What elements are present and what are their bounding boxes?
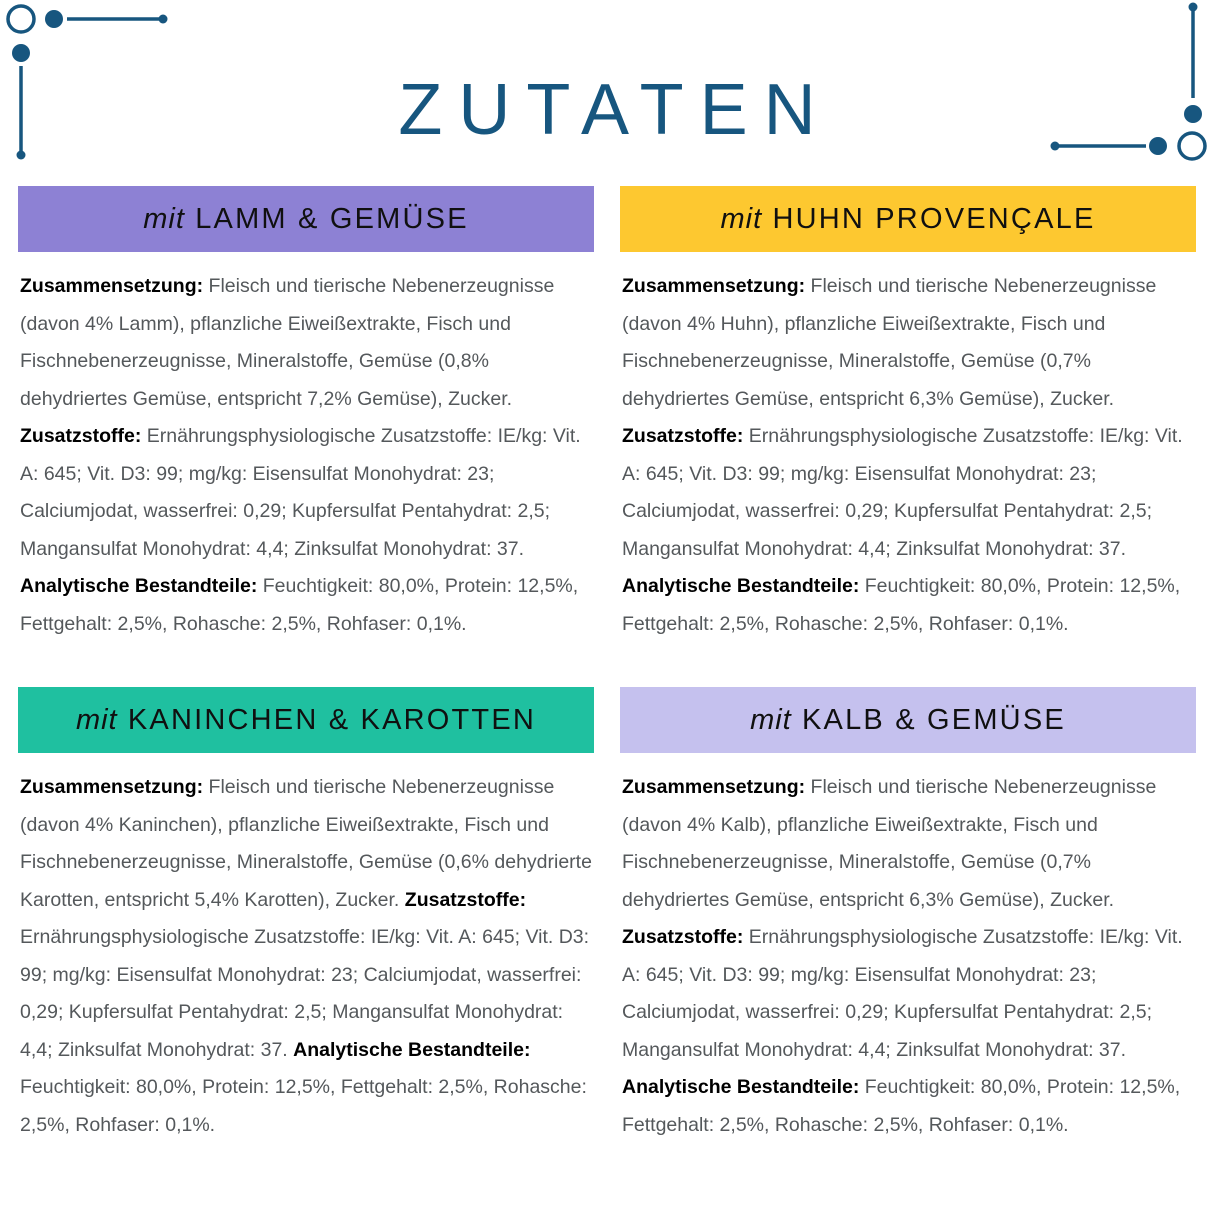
product-text-kalb-gemuese: [622, 769, 1196, 1144]
product-title-prefix: mit: [143, 202, 185, 235]
product-block-lamm-gemuese: [18, 186, 594, 643]
composition-label: Zusammensetzung:: [622, 275, 806, 297]
product-header-kaninchen-karotten: [18, 687, 594, 753]
product-block-kaninchen-karotten: [18, 687, 594, 1144]
product-title-name: KANINCHEN & KAROTTEN: [127, 703, 537, 736]
product-header-kalb-gemuese: [620, 687, 1196, 753]
composition-text: Fleisch und tierische Nebenerzeugnisse (davon 4% Kalb), pflanzliche Eiweißextrakte, Fisch und Fischnebenerzeugnisse, Mineralstoffe, Gemüse (0,7% dehydriertes Gemüse, entspricht 6,3% Gemüse), Zucker.: [622, 776, 1157, 911]
product-text-kaninchen-karotten: [20, 769, 594, 1144]
product-text-huhn-provencale: [622, 268, 1196, 643]
product-title-name: LAMM & GEMÜSE: [195, 202, 469, 235]
product-text-lamm-gemuese: [20, 268, 594, 643]
product-body-kaninchen-karotten: [18, 769, 594, 1144]
analytical-label: Analytische Bestandteile:: [622, 1076, 860, 1098]
product-body-kalb-gemuese: [620, 769, 1196, 1144]
product-block-kalb-gemuese: [620, 687, 1196, 1144]
additives-text: Ernährungsphysiologische Zusatzstoffe: IE/kg: Vit. A: 645; Vit. D3: 99; mg/kg: Eisensulfat Monohydrat: 23; Calciumjodat, wasserfrei: 0,29; Kupfersulfat Pentahydrat: 2,5; Mangansulfat Monohydrat: 4,4; Zinksulfat Monohydrat: 37.: [622, 425, 1183, 560]
product-title-prefix: mit: [75, 703, 118, 736]
composition-text: Fleisch und tierische Nebenerzeugnisse (davon 4% Lamm), pflanzliche Eiweißextrakte, Fisch und Fischnebenerzeugnisse, Mineralstoffe, Gemüse (0,8% dehydriertes Gemüse, entspricht 7,2% Gemüse), Zucker.: [20, 275, 555, 410]
additives-text: Ernährungsphysiologische Zusatzstoffe: IE/kg: Vit. A: 645; Vit. D3: 99; mg/kg: Eisensulfat Monohydrat: 23; Calciumjodat, wasserfrei: 0,29; Kupfersulfat Pentahydrat: 2,5; Mangansulfat Monohydrat: 4,4; Zinksulfat Monohydrat: 37.: [20, 926, 590, 1061]
product-title-name: HUHN PROVENÇALE: [772, 202, 1096, 235]
product-title-prefix: mit: [750, 703, 792, 736]
product-title-lamm-gemuese: [143, 203, 468, 236]
product-body-lamm-gemuese: [18, 268, 594, 643]
additives-label: Zusatzstoffe:: [20, 425, 142, 447]
product-header-lamm-gemuese: [18, 186, 594, 252]
open-circle-icon: [8, 6, 34, 32]
composition-label: Zusammensetzung:: [20, 776, 204, 798]
additives-label: Zusatzstoffe:: [622, 926, 744, 948]
small-dot-icon: [17, 151, 26, 160]
additives-text: Ernährungsphysiologische Zusatzstoffe: IE/kg: Vit. A: 645; Vit. D3: 99; mg/kg: Eisensulfat Monohydrat: 23; Calciumjodat, wasserfrei: 0,29; Kupfersulfat Pentahydrat: 2,5; Mangansulfat Monohydrat: 4,4; Zinksulfat Monohydrat: 37.: [20, 425, 581, 560]
product-block-huhn-provencale: [620, 186, 1196, 643]
additives-label: Zusatzstoffe:: [404, 888, 527, 911]
composition-text: Fleisch und tierische Nebenerzeugnisse (davon 4% Huhn), pflanzliche Eiweißextrakte, Fisch und Fischnebenerzeugnisse, Mineralstoffe, Gemüse (0,7% dehydriertes Gemüse, entspricht 6,3% Gemüse), Zucker.: [622, 275, 1157, 410]
product-grid: [18, 186, 1196, 1144]
analytical-text: Feuchtigkeit: 80,0%, Protein: 12,5%, Fettgehalt: 2,5%, Rohasche: 2,5%, Rohfaser: 0,1%.: [20, 575, 579, 635]
product-title-huhn-provencale: [721, 203, 1096, 236]
analytical-label: Analytische Bestandteile:: [622, 575, 860, 597]
analytical-label: Analytische Bestandteile:: [293, 1038, 531, 1061]
analytical-text: Feuchtigkeit: 80,0%, Protein: 12,5%, Fettgehalt: 2,5%, Rohasche: 2,5%, Rohfaser: 0,1%.: [20, 1076, 587, 1136]
product-header-huhn-provencale: [620, 186, 1196, 252]
small-dot-icon: [159, 15, 168, 24]
composition-text: Fleisch und tierische Nebenerzeugnisse (davon 4% Kaninchen), pflanzliche Eiweißextrakte, Fisch und Fischnebenerzeugnisse, Mineralstoffe, Gemüse (0,6% dehydrierte Karotten, entspricht 5,4% Karotten), Zucker.: [20, 776, 592, 911]
composition-label: Zusammensetzung:: [20, 275, 204, 297]
product-title-kalb-gemuese: [750, 704, 1066, 737]
composition-label: Zusammensetzung:: [622, 776, 806, 798]
product-body-huhn-provencale: [620, 268, 1196, 643]
filled-dot-icon: [12, 44, 30, 62]
filled-dot-icon: [45, 10, 63, 28]
product-title-kaninchen-karotten: [76, 704, 536, 737]
page-title: ZUTATEN: [398, 70, 832, 151]
additives-label: Zusatzstoffe:: [622, 425, 744, 447]
product-title-name: KALB & GEMÜSE: [802, 703, 1066, 736]
analytical-label: Analytische Bestandteile:: [20, 575, 258, 597]
additives-text: Ernährungsphysiologische Zusatzstoffe: IE/kg: Vit. A: 645; Vit. D3: 99; mg/kg: Eisensulfat Monohydrat: 23; Calciumjodat, wasserfrei: 0,29; Kupfersulfat Pentahydrat: 2,5; Mangansulfat Monohydrat: 4,4; Zinksulfat Monohydrat: 37.: [622, 926, 1183, 1061]
analytical-text: Feuchtigkeit: 80,0%, Protein: 12,5%, Fettgehalt: 2,5%, Rohasche: 2,5%, Rohfaser: 0,1%.: [622, 575, 1181, 635]
analytical-text: Feuchtigkeit: 80,0%, Protein: 12,5%, Fettgehalt: 2,5%, Rohasche: 2,5%, Rohfaser: 0,1%.: [622, 1076, 1181, 1136]
product-title-prefix: mit: [720, 202, 763, 235]
